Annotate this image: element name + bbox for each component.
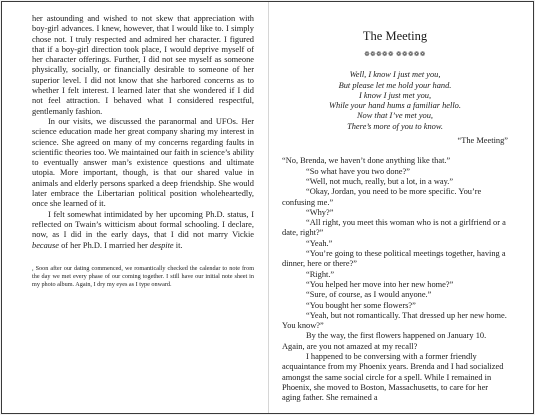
poem-line: I know I just met you,	[358, 90, 432, 100]
footnote-marker: ,	[32, 264, 34, 272]
dialogue-line: “Why?”	[306, 207, 334, 217]
paragraph: her astounding and wished to not skew that appreciation with boy-girl advances. I knew, however, that I would like to. I simply chose not. I truly respected and admired her character. I figured that if a boy-girl direction took place, I would deprive myself of her character offerings. Further, I did not see myself as someone physically, socially, or financially desirable to someone of her superior level. I did not know that she harbored concerns as to whether I felt interest. I learned later that she wondered if I did not feel attraction. I behaved what I considered respectful, gentlemanly fashion.	[32, 14, 254, 116]
dialogue-line: “Okay, Jordan, you need to be more specific. You’re confusing me.”	[282, 187, 482, 207]
dialogue-line: I happened to be conversing with a former friendly acquaintance from my Phoenix years. Brenda and I had socialized amongst the same social circle for a spell. While I remained in Phoenix, she moved to Boston, Massachusetts, to care for her aging father. She remained a	[282, 352, 504, 403]
dialogue-line: “No, Brenda, we haven’t done anything like that.”	[282, 156, 451, 166]
chapter-title: The Meeting	[362, 29, 428, 43]
poem-line: While your hand hums a familiar hello.	[329, 101, 461, 111]
dialogue-block	[282, 156, 508, 403]
dialogue-line: “Well, not much, really, but a lot, in a way.”	[306, 176, 454, 186]
poem-line: Now that I’ve met you,	[356, 111, 434, 121]
paragraph-text: it.	[173, 240, 183, 250]
dialogue-line: “You bought her some flowers?”	[306, 300, 416, 310]
book-spread	[1, 1, 534, 414]
epigraph-poem	[282, 70, 508, 132]
dialogue-line: “Sure, of course, as I would anyone.”	[306, 290, 432, 300]
dialogue-line: By the way, the first flowers happened on January 10. Again, are you not amazed at my recall?	[282, 331, 487, 351]
left-page	[32, 14, 254, 289]
poem-line: Well, I know I just met you,	[349, 70, 441, 80]
emphasis: because	[32, 240, 59, 250]
paragraph	[32, 210, 254, 251]
footnote	[32, 265, 254, 290]
right-page	[282, 14, 508, 404]
dialogue-line: “Right.”	[306, 269, 335, 279]
dialogue-line: “So what have you two done?”	[306, 166, 410, 176]
epigraph-attribution: “The Meeting”	[457, 136, 508, 146]
emphasis: despite	[149, 240, 174, 250]
paragraph-text: of her Ph.D. I married her	[58, 240, 150, 250]
page-gutter	[268, 2, 269, 413]
dialogue-line: “You’re going to these political meetings together, having a dinner, here or there?”	[282, 249, 506, 269]
paragraph: In our visits, we discussed the paranormal and UFOs. Her science education made her great company sharing my interest in science. She agreed on many of my concerns regarding faults in scientific theories too. We maintained our faith in science’s ability to eventually answer man’s existence questions and ultimate utopia. More important, though, is that our shared value in animals and elderly persons sparked a deep friendship. She would later embrace the Libertarian political position wholeheartedly, once she learned of it.	[32, 116, 254, 209]
dialogue-line: “Yeah, but not romantically. That dressed up her new home. You know?”	[282, 310, 507, 331]
poem-line: There’s more of you to know.	[347, 121, 443, 131]
poem-line: But please let me hold your hand.	[338, 80, 452, 90]
dialogue-line: “Yeah.”	[306, 238, 333, 248]
paragraph-text: I felt somewhat intimidated by her upcoming Ph.D. status, I reflected on Twain’s witticism about formal schooling. I declare, now, as I did in the early days, that I did not marry Vickie	[32, 209, 254, 240]
dialogue-line: “All right, you meet this woman who is not a girlfriend or a date, right?”	[282, 218, 506, 238]
footnote-text: Soon after our dating commenced, we romantically checked the calendar to note from the day we met every phase of our coming together. I still have our initial note sheet in my photo album. Again, I dry my eyes as I type onward.	[32, 264, 255, 289]
ornament-divider: ❁❁❁❁❁ ❁❁❁❁❁	[364, 51, 426, 58]
dialogue-line: “You helped her move into her new home?”	[306, 279, 454, 289]
